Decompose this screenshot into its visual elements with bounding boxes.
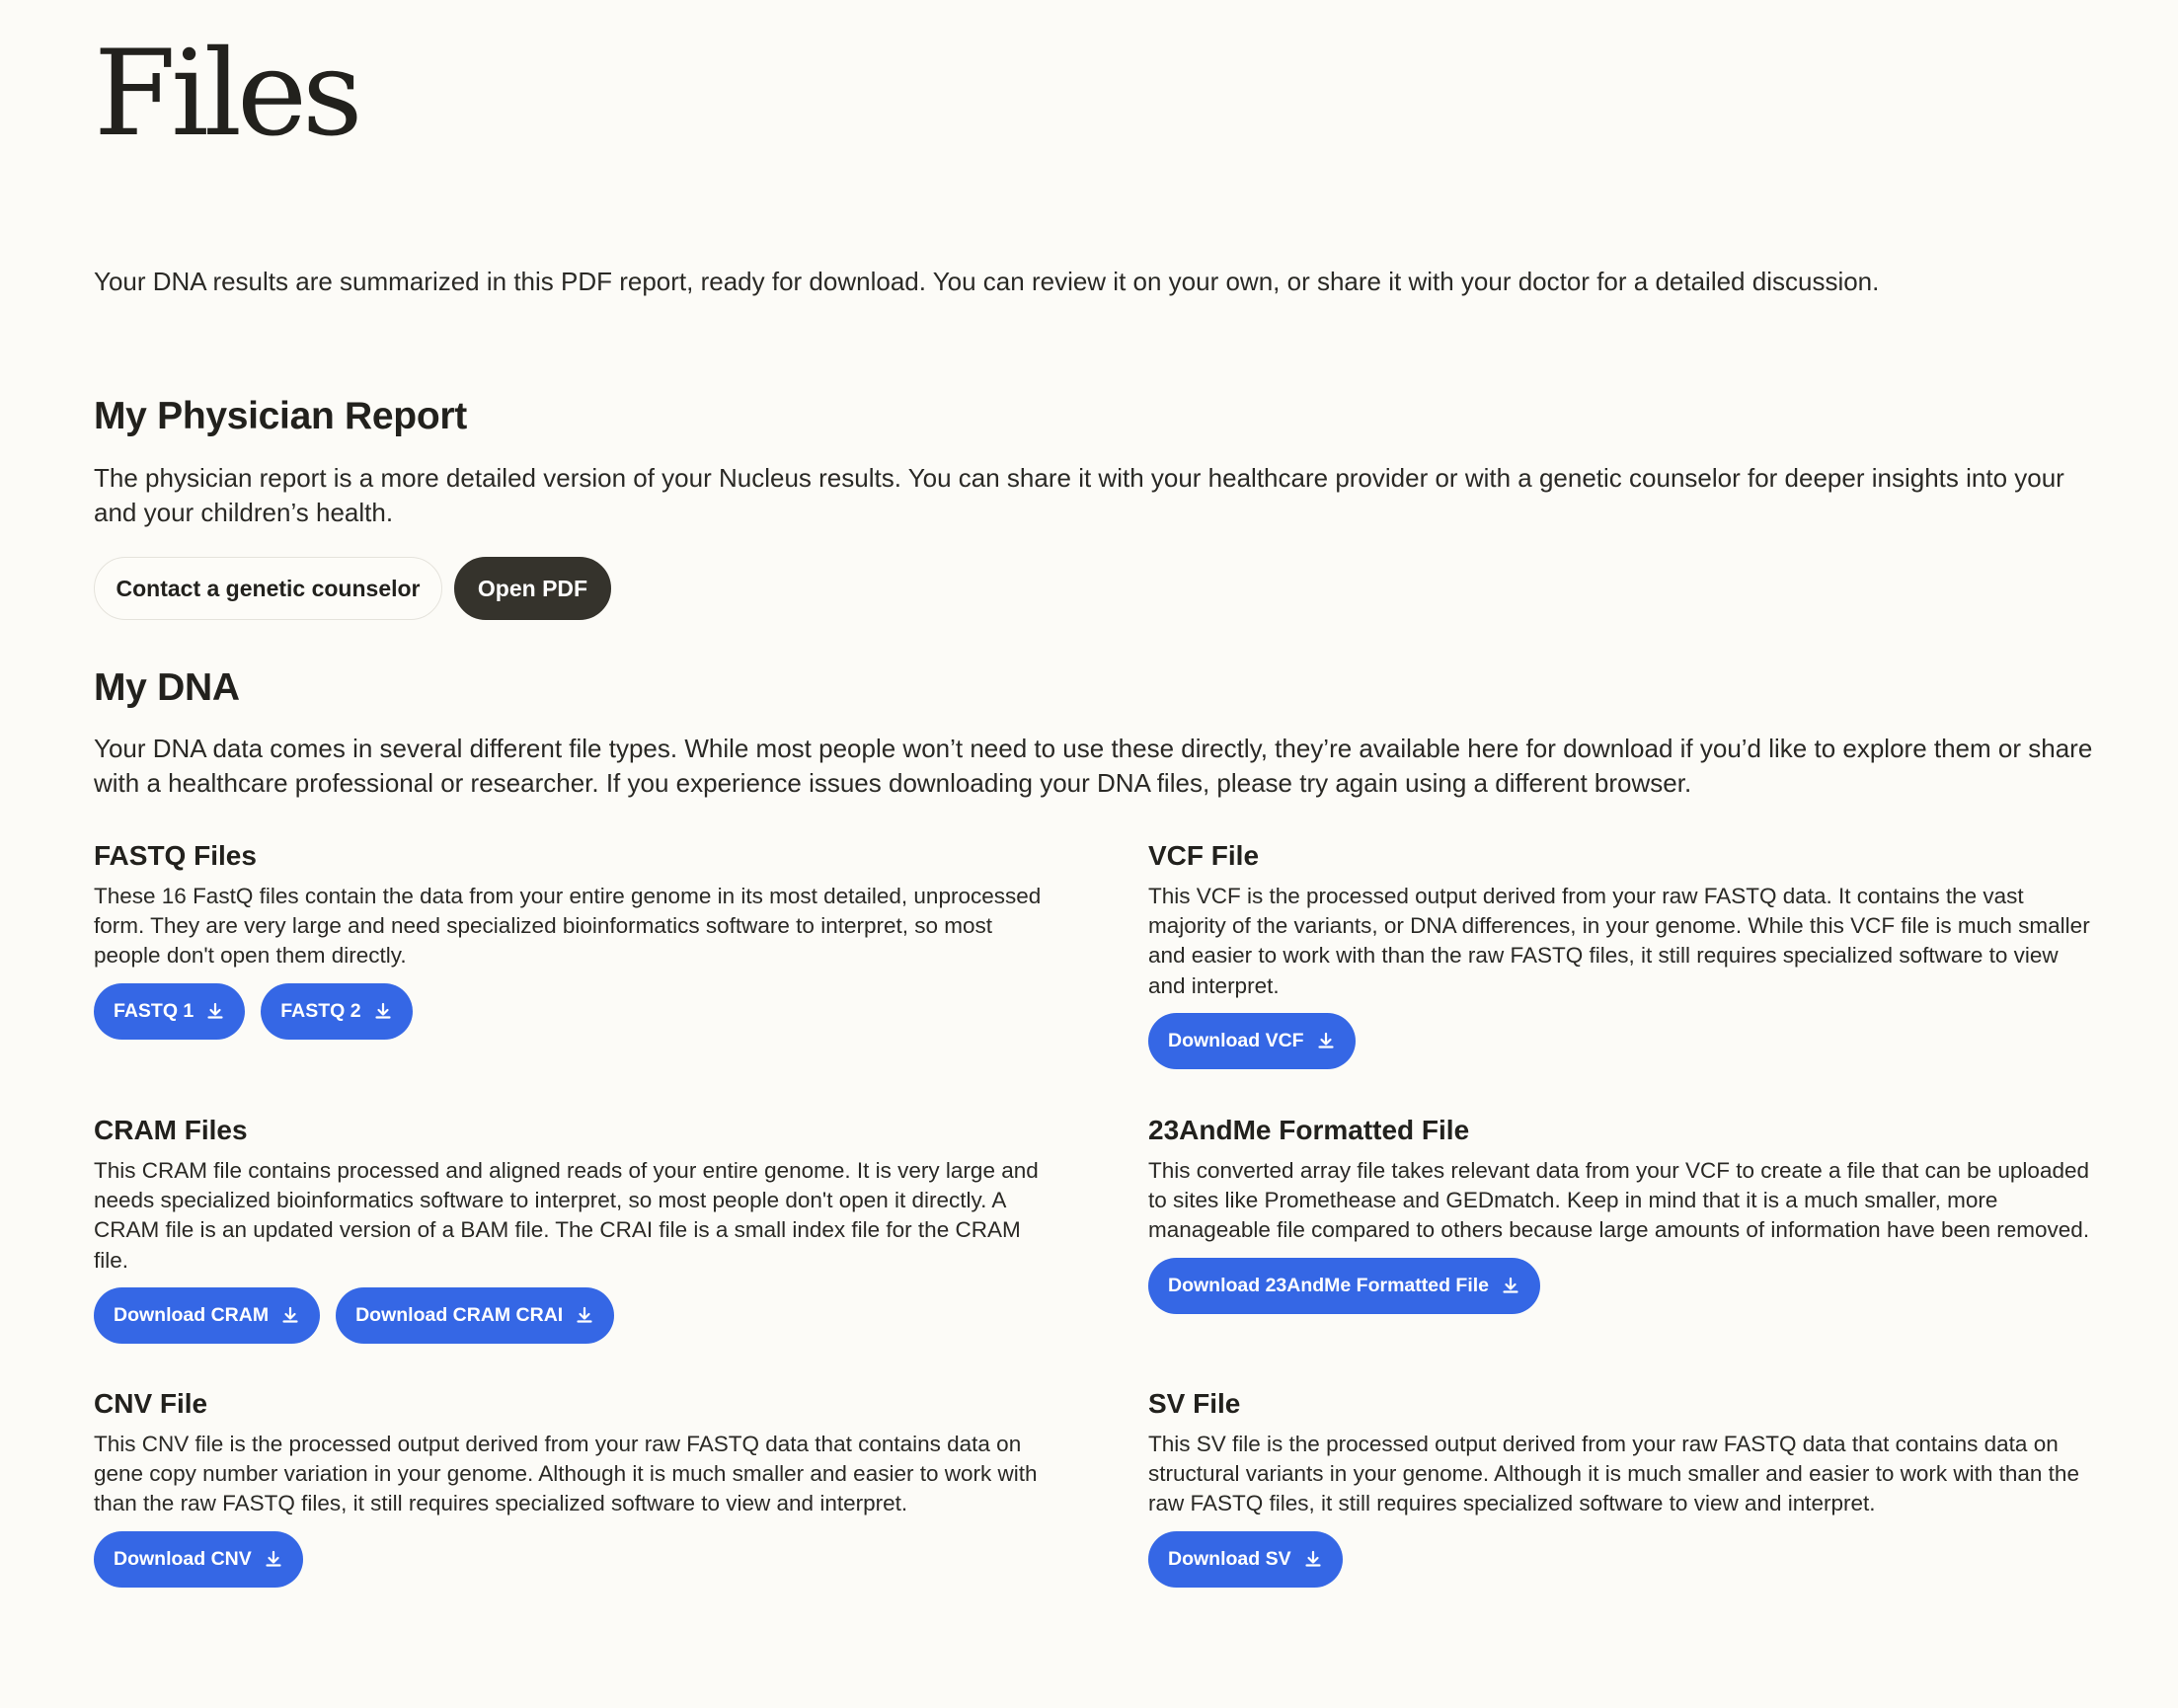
download-icon (1501, 1276, 1520, 1295)
file-card-actions (1148, 1258, 2096, 1314)
download-cnv-button[interactable] (94, 1531, 303, 1588)
download-icon (264, 1549, 283, 1569)
download-icon (1316, 1031, 1336, 1050)
cram-files-card (94, 1113, 1042, 1344)
download-cram-crai-button[interactable] (336, 1287, 614, 1344)
file-card-description: This converted array file takes relevant data from your VCF to create a file that can be uploaded to sites like Promethease and GEDmatch. Keep in mind that it is a much smaller, more manageable file compared to others because large amounts of information have been removed. (1148, 1158, 2090, 1243)
button-label: Download CRAM (114, 1303, 270, 1326)
button-label: Download 23AndMe Formatted File (1168, 1274, 1490, 1296)
button-label: Download SV (1168, 1547, 1291, 1570)
file-card-title: SV File (1148, 1388, 1241, 1419)
my-dna-description: Your DNA data comes in several different file types. While most people won’t need to use these directly, they’re available here for download if you’d like to explore them or share with a healthcare professional or researcher. If you experience issues downloading your DNA files, please try again using a different browser. (94, 734, 2093, 798)
download-icon (205, 1001, 225, 1021)
contact-genetic-counselor-button[interactable]: Contact a genetic counselor (94, 557, 442, 620)
vcf-file-card (1148, 838, 2096, 1069)
download-fastq-1-button[interactable] (94, 983, 245, 1040)
file-card-actions (94, 983, 1042, 1040)
23andme-file-card (1148, 1113, 2096, 1314)
download-sv-button[interactable] (1148, 1531, 1343, 1588)
file-card-description: This CNV file is the processed output derived from your raw FASTQ data that contains data on gene copy number variation in your genome. Although it is much smaller and easier to work with than the raw FASTQ files, it still requires specialized software to view and interpret. (94, 1432, 1038, 1516)
physician-report-actions (94, 557, 611, 620)
download-icon (1303, 1549, 1323, 1569)
download-icon (373, 1001, 393, 1021)
page-title: Files (94, 26, 358, 163)
button-label: Download CRAM CRAI (355, 1303, 564, 1326)
download-vcf-button[interactable] (1148, 1013, 1356, 1069)
file-card-title: FASTQ Files (94, 840, 257, 871)
physician-report-title: My Physician Report (94, 395, 467, 437)
file-card-description: This CRAM file contains processed and aligned reads of your entire genome. It is very large and needs specialized bioinformatics software to interpret, so most people don't open it directly. A CRAM file is an updated version of a BAM file. The CRAI file is a small index file for the CRAM file. (94, 1158, 1039, 1273)
button-label: Download VCF (1168, 1029, 1304, 1051)
cnv-file-card (94, 1386, 1042, 1588)
file-card-title: VCF File (1148, 840, 1260, 871)
file-card-actions (1148, 1013, 2096, 1069)
open-pdf-button[interactable]: Open PDF (454, 557, 611, 620)
file-card-description: These 16 FastQ files contain the data from your entire genome in its most detailed, unprocessed form. They are very large and need specialized bioinformatics software to interpret, so most people don't open them directly. (94, 884, 1042, 969)
my-dna-title: My DNA (94, 666, 240, 709)
file-card-title: CNV File (94, 1388, 208, 1419)
button-label: FASTQ 2 (280, 999, 361, 1022)
file-card-description: This VCF is the processed output derived from your raw FASTQ data. It contains the vast majority of the variants, or DNA differences, in your genome. While this VCF file is much smaller and easier to work with than the raw FASTQ files, it still requires specialized software to view and interpret. (1148, 884, 2090, 998)
download-icon (575, 1305, 594, 1325)
sv-file-card (1148, 1386, 2096, 1588)
file-card-actions (94, 1531, 1042, 1588)
download-23andme-button[interactable] (1148, 1258, 1540, 1314)
file-card-description: This SV file is the processed output derived from your raw FASTQ data that contains data on structural variants in your genome. Although it is much smaller and easier to work with than the raw FASTQ files, it still requires specialized software to view and interpret. (1148, 1432, 2079, 1516)
button-label: Download CNV (114, 1547, 252, 1570)
file-card-actions (94, 1287, 1042, 1344)
download-cram-button[interactable] (94, 1287, 320, 1344)
fastq-files-card (94, 838, 1042, 1040)
physician-report-description: The physician report is a more detailed version of your Nucleus results. You can share it with your healthcare provider or with a genetic counselor for deeper insights into your and your children’s health. (94, 463, 2064, 527)
file-card-title: 23AndMe Formatted File (1148, 1115, 1470, 1145)
download-fastq-2-button[interactable] (261, 983, 412, 1040)
page-intro: Your DNA results are summarized in this PDF report, ready for download. You can review it on your own, or share it with your doctor for a detailed discussion. (94, 267, 1880, 296)
file-card-title: CRAM Files (94, 1115, 248, 1145)
file-card-actions (1148, 1531, 2096, 1588)
download-icon (280, 1305, 300, 1325)
button-label: FASTQ 1 (114, 999, 194, 1022)
